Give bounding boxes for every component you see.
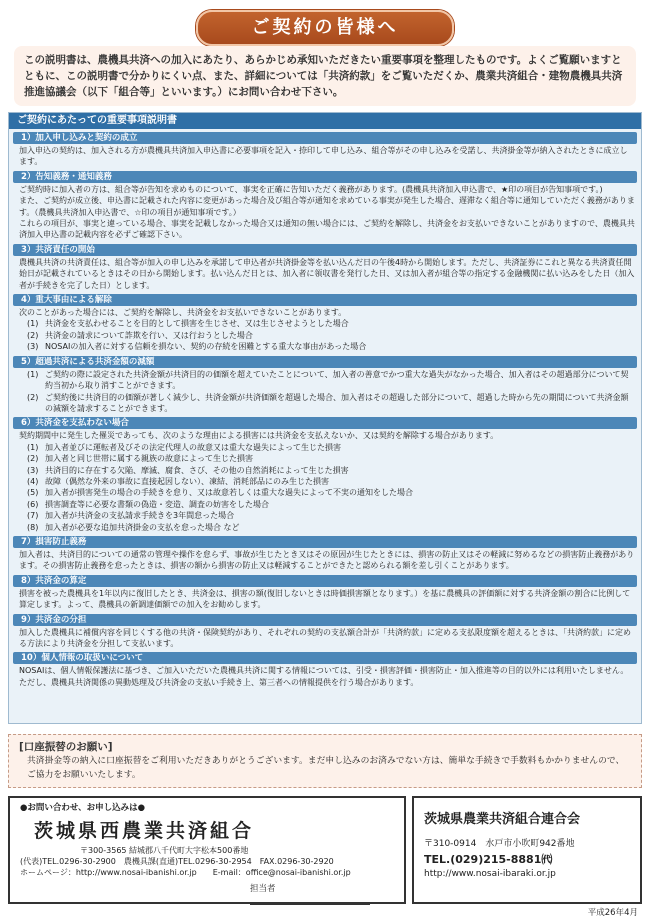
numbered-item (19, 442, 635, 453)
important-matters-box (8, 112, 642, 724)
numbered-item (19, 476, 635, 487)
staff-field (20, 882, 394, 905)
section-body (9, 549, 641, 572)
item-text: 共済金を支払わせることを目的として損害を生じさせ、又は生じさせようとした場合 (45, 319, 349, 329)
local-web[interactable]: ホームページ：http://www.nosai-ibanishi.or.jp E-mail：office@nosai-ibanishi.or.jp (20, 868, 351, 877)
numbered-item (19, 499, 635, 510)
section-heading: 9）共済金の分担 (13, 614, 637, 626)
item-number: (8) (27, 522, 39, 532)
item-text: 共済目的に存在する欠陥、摩滅、腐食、さび、その他の自然消耗によって生じた損害 (45, 465, 349, 475)
section-paragraph: また、ご契約が成立後、申込書に記載された内容に変更があった場合及び組合等が通知を求めている事実が発生した場合、遅滞なく組合等に通知していただく義務があります。（農機具共済加入申込書で、☆印の項目が通知事項です。） (19, 196, 635, 217)
section-body (9, 369, 641, 415)
item-text: 加入者と同じ世帯に属する親族の故意によって生じた損害 (45, 454, 253, 464)
notice-text: 共済掛金等の納入に口座振替をご利用いただきありがとうございます。まだ申し込みのお済みでない方は、簡単な手続きで手数料もかかりませんので、ご協力をお願いいたします。 (27, 756, 625, 780)
item-number: (4) (27, 476, 39, 486)
local-tel: (代表)TEL.0296-30-2900 農機具課(直通)TEL.0296-30-2954 FAX.0296-30-2920 (20, 857, 334, 866)
section-paragraph: 契約期間中に発生した罹災であっても、次のような理由による損害には共済金を支払えないか、又は契約を解除する場合があります。 (19, 431, 499, 441)
numbered-item (19, 510, 635, 521)
section-body (9, 627, 641, 650)
item-number: (2) (27, 330, 39, 340)
section-body (9, 145, 641, 168)
item-text: 故障（偶然な外来の事故に直接起因しない）、凍結、消耗部品にのみ生じた損害 (45, 476, 329, 486)
section-body (9, 665, 641, 688)
section-heading: 7）損害防止義務 (13, 536, 637, 548)
section-heading: 6）共済金を支払わない場合 (13, 417, 637, 429)
numbered-item (19, 453, 635, 464)
issue-date: 平成26年4月 (587, 908, 638, 918)
numbered-item (19, 369, 635, 392)
numbered-item (19, 341, 635, 352)
item-number: (7) (27, 511, 39, 521)
contact-box-local (8, 796, 406, 904)
numbered-item (19, 522, 635, 533)
section-paragraph: 次のことがあった場合には、ご契約を解除し、共済金をお支払いできないことがあります。 (19, 308, 347, 318)
federation-web[interactable]: http://www.nosai-ibaraki.or.jp (424, 869, 556, 879)
section-body (9, 588, 641, 611)
section-paragraph: ご契約時に加入者の方は、組合等が告知を求めものについて、事実を正確に告知いただく義務があります。(農機具共済加入申込書で、★印の項目が告知事項です。) (19, 184, 603, 194)
item-text: 加入者が損害発生の場合の手続きを怠り、又は故意若しくは重大な過失によって不実の通知をした場合 (45, 488, 413, 498)
federation-address: 〒310-0914 水戸市小吹町942番地 (424, 839, 575, 849)
section-paragraph: 農機具共済の共済責任は、組合等が加入の申し込みを承諾して申込者が共済掛金等を払い込んだ日の午後4時から開始します。ただし、共済証券にこれと異なる共済責任開始日が記載されているときはその日から開始します。払い込んだ日とは、加入者に領収書を発行した日、又は加入者が組合等の指定する金融機関に払い込みをした日（加入者が手続きを完了した日）とします。 (19, 257, 635, 290)
numbered-item (19, 487, 635, 498)
numbered-item (19, 318, 635, 329)
section-paragraph: NOSAIは、個人情報保護法に基づき、ご加入いただいた農機具共済に関する情報については、引受・損害評価・損害防止・加入推進等の目的以外には利用いたしません。ただし、農機具共済関係の異動処理及び共済金の支払い手続き上、第三者への情報提供を行う場合があります。 (19, 666, 629, 687)
item-number: (2) (27, 392, 39, 402)
numbered-item (19, 392, 635, 415)
item-number: (1) (27, 442, 39, 452)
item-text: 加入者が必要な追加共済掛金の支払を怠った場合 など (45, 522, 240, 532)
numbered-item (19, 465, 635, 476)
staff-label: 担当者 (250, 884, 276, 894)
section-body (9, 257, 641, 291)
section-paragraph: これらの項目が、事実と違っている場合、事実を記載しなかった場合又は通知の無い場合には、ご契約を解除し、共済金をお支払いできないことがありますので、農機具共済加入申込書の記載内容を必ずご確認下さい。 (19, 219, 635, 240)
page-title-banner: ご契約の皆様へ (196, 10, 454, 46)
notice-title: [口座振替のお願い] (19, 741, 113, 753)
section-paragraph: 加入申込の契約は、加入される方が農機具共済加入申込書に必要事項を記入・捺印して申し込み、組合等がその申し込みを受諾し、共済掛金等が納入されたときに成立します。 (19, 146, 628, 167)
item-number: (1) (27, 369, 39, 379)
section-heading: 4）重大事由による解除 (13, 294, 637, 306)
staff-line (250, 894, 370, 905)
item-number: (2) (27, 454, 39, 464)
section-paragraph: 加入者は、共済目的についての通常の管理や操作を怠らず、事故が生じたとき又はその原因が生じたときには、損害の防止又はその軽減に努めるなどの損害防止義務があります。その損害防止義務を怠ったときは、損害の額から損害の防止又は軽減することができたと認められる額を差し引くことがあります。 (19, 549, 635, 571)
section-heading: 5）超過共済による共済金額の減額 (13, 356, 637, 368)
item-number: (3) (27, 465, 39, 475)
item-text: 加入者が共済金の支払請求手続きを3年間怠った場合 (45, 511, 235, 521)
section-paragraph: 加入した農機具に補償内容を同じくする他の共済・保険契約があり、それぞれの契約の支払額合計が「共済約款」に定める支払限度額を超えるときは、「共済約款」に定める方法により共済金を分担して支払います。 (19, 627, 631, 648)
numbered-item (19, 330, 635, 341)
contact-label: ●お問い合わせ、お申し込みは● (20, 803, 146, 813)
item-number: (6) (27, 499, 39, 509)
section-body (9, 184, 641, 241)
account-transfer-notice (8, 734, 642, 788)
item-text: 損害調査等に必要な書類の偽造・変造、調査の妨害をした場合 (45, 499, 269, 509)
section-paragraph: 損害を被った農機具を1年以内に復旧したとき、共済金は、損害の額(復旧しないときは時価損害額となります。）を基に農機具の評価額に対する共済金額の割合に比例して算定します。よって、農機具の新調達価額での加入をお勧めします。 (19, 588, 631, 610)
item-text: 加入者並びに運転者及びその法定代理人の故意又は重大な過失によって生じた損害 (45, 442, 341, 452)
important-matters-title: ご契約にあたっての重要事項説明書 (9, 113, 641, 129)
section-heading: 2）告知義務・通知義務 (13, 171, 637, 183)
section-heading: 1）加入申し込みと契約の成立 (13, 132, 637, 144)
local-address: 〒300-3565 結城郡八千代町大字松本500番地 (80, 846, 249, 855)
section-heading: 10）個人情報の取扱いについて (13, 652, 637, 664)
contact-box-federation (412, 796, 642, 904)
section-heading: 3）共済責任の開始 (13, 244, 637, 256)
item-text: ご契約後に共済目的の価額が著しく減少し、共済金額が共済価額を超過した場合、加入者はその超過した部分について、超過した時から先の期間について共済金額の減額を請求することができます。 (45, 392, 629, 413)
sections-container (9, 132, 641, 688)
section-heading: 8）共済金の算定 (13, 575, 637, 587)
item-number: (1) (27, 319, 39, 329)
item-number: (5) (27, 488, 39, 498)
federation-org-name: 茨城県農業共済組合連合会 (424, 812, 581, 827)
local-org-name: 茨城県西農業共済組合 (34, 820, 255, 842)
item-text: ご契約の際に設定された共済金額が共済目的の価額を超えていたことについて、加入者の善意でかつ重大な過失がなかった場合、加入者はその超過部分について契約当初から取り消すことができます。 (45, 369, 629, 391)
intro-text: この説明書は、農機具共済への加入にあたり、あらかじめ承知いただきたい重要事項を整理したものです。よくご覧願いますとともに、この説明書で分かりにくい点、また、詳細については「共済約款」をご覧いただくか、農業共済組合・建物農機具共済推進協議会（以下「組合等」といいます。）にお問い合わせ下さい。 (14, 46, 636, 106)
item-number: (3) (27, 342, 39, 352)
section-body (9, 430, 641, 533)
item-text: NOSAIの加入者に対する信頼を損ない、契約の存続を困難とする重大な事由があった場合 (45, 342, 367, 352)
item-text: 共済金の請求について詐欺を行い、又は行おうとした場合 (45, 330, 253, 340)
federation-tel: TEL.(029)215-8881㈹ (424, 853, 553, 866)
section-body (9, 307, 641, 353)
